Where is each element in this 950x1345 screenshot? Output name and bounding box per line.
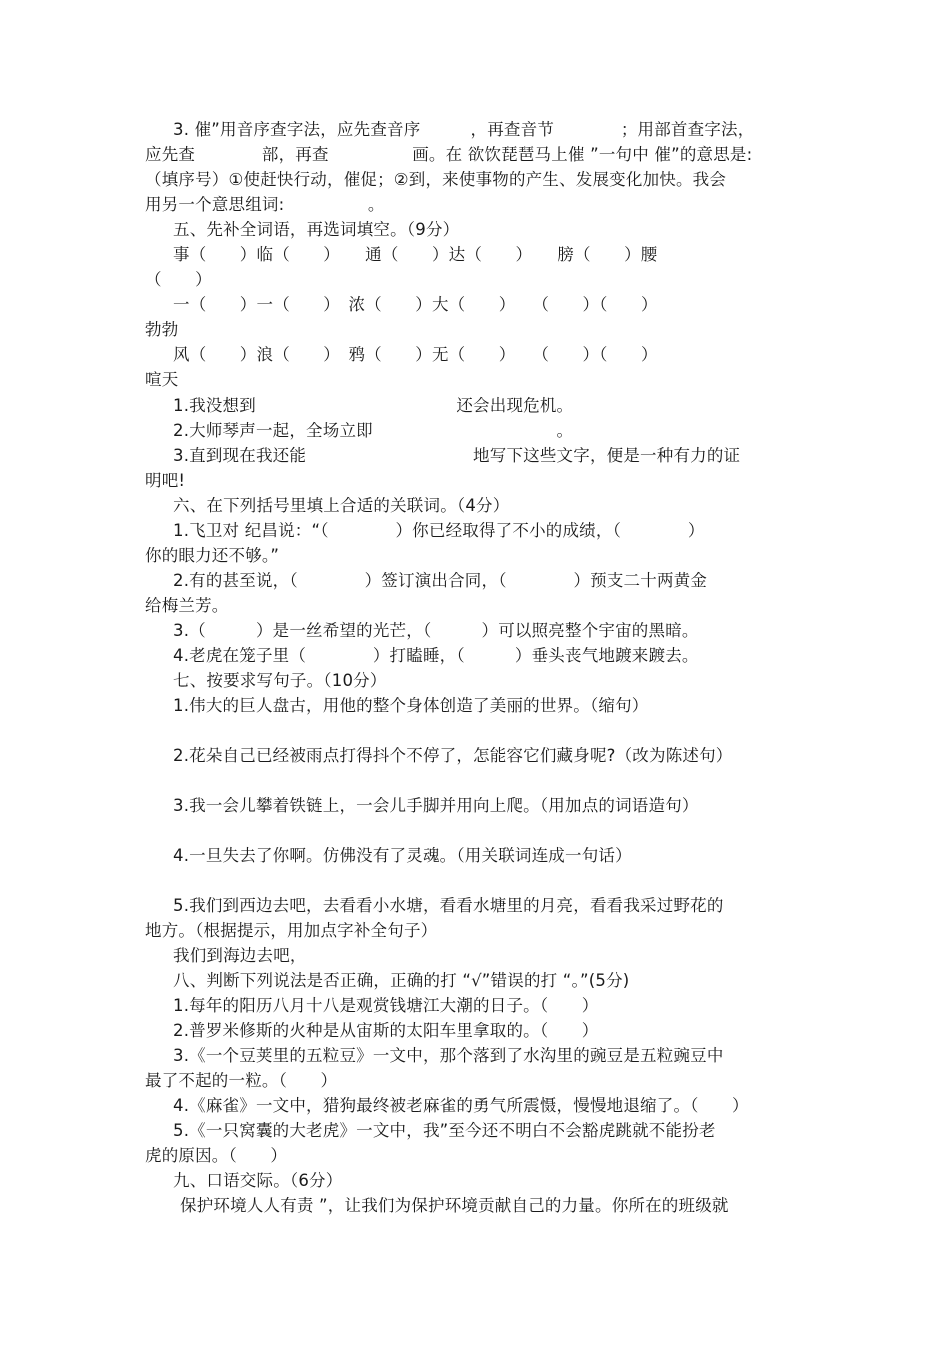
q5-words-row1: 事（ ）临（ ） 通（ ）达（ ） 膀（ ）腰 — [173, 245, 658, 264]
section-8-heading: 八、判断下列说法是否正确，正确的打 “√”错误的打 “。”(5分) — [173, 971, 630, 990]
q6-1-cont: 你的眼力还不够。” — [145, 546, 280, 565]
section-6-heading: 六、在下列括号里填上合适的关联词。（4分） — [173, 496, 510, 515]
section-9-heading: 九、口语交际。（6分） — [173, 1171, 343, 1190]
q6-3: 3.（ ）是一丝希望的光芒，（ ）可以照亮整个宇宙的黑暗。 — [173, 621, 699, 640]
q5-words-row2: 一（ ）一（ ） 浓（ ）大（ ） （ ）（ ） — [173, 295, 658, 314]
q5-sentence-3-cont: 明吧! — [145, 471, 186, 490]
q5-sentence-1: 1.我没想到 还会出现危机。 — [173, 396, 574, 415]
q6-2: 2.有的甚至说，（ ）签订演出合同，（ ）预支二十两黄金 — [173, 571, 708, 590]
q5-words-row3: 风（ ）浪（ ） 鸦（ ）无（ ） （ ）（ ） — [173, 345, 658, 364]
q8-1: 1.每年的阳历八月十八是观赏钱塘江大潮的日子。（ ） — [173, 996, 599, 1015]
q8-4: 4.《麻雀》一文中，猎狗最终被老麻雀的勇气所震慑，慢慢地退缩了。（ ） — [173, 1096, 749, 1115]
q6-4: 4.老虎在笼子里（ ）打瞌睡，（ ）垂头丧气地踱来踱去。 — [173, 646, 699, 665]
q5-words-row2-cont: 勃勃 — [145, 320, 179, 339]
q7-4: 4.一旦失去了你啊。仿佛没有了灵魂。（用关联词连成一句话） — [173, 846, 632, 865]
q4-3-line4: 用另一个意思组词: 。 — [145, 195, 385, 214]
q8-5-cont: 虎的原因。（ ） — [145, 1146, 288, 1165]
q8-5: 5.《一只窝囊的大老虎》一文中，我”至今还不明白不会豁虎跳就不能扮老 — [173, 1121, 716, 1140]
q5-sentence-2: 2.大师琴声一起，全场立即 。 — [173, 421, 574, 440]
q4-3-line2: 应先查 部，再查 画。在 欲饮琵琶马上催 ”一句中 催”的意思是: — [145, 145, 753, 164]
q7-5-prompt: 我们到海边去吧， — [173, 946, 307, 965]
q6-1: 1.飞卫对 纪昌说：“（ ）你已经取得了不小的成绩，（ ） — [173, 521, 705, 540]
q7-1: 1.伟大的巨人盘古，用他的整个身体创造了美丽的世界。（缩句） — [173, 696, 649, 715]
section-5-heading: 五、先补全词语，再选词填空。（9分） — [173, 220, 460, 239]
q4-3-line1: 3. 催”用音序查字法，应先查音序 ，再查音节 ；用部首查字法， — [173, 120, 755, 139]
q7-5: 5.我们到西边去吧，去看看小水塘，看看水塘里的月亮，看看我采过野花的 — [173, 896, 724, 915]
q6-2-cont: 给梅兰芳。 — [145, 596, 229, 615]
q9-intro: 保护环境人人有责 ”，让我们为保护环境贡献自己的力量。你所在的班级就 — [180, 1196, 729, 1215]
q5-words-row3-cont: 喧天 — [145, 370, 179, 389]
q7-5-cont: 地方。（根据提示，用加点字补全句子） — [145, 921, 438, 940]
q4-3-line3: （填序号）①使赶快行动，催促；②到，来使事物的产生、发展变化加快。我会 — [145, 170, 727, 189]
q5-words-row1-cont: （ ） — [145, 270, 212, 289]
q8-2: 2.普罗米修斯的火种是从宙斯的太阳车里拿取的。（ ） — [173, 1021, 599, 1040]
q8-3: 3.《一个豆荚里的五粒豆》一文中，那个落到了水沟里的豌豆是五粒豌豆中 — [173, 1046, 724, 1065]
q5-sentence-3: 3.直到现在我还能 地写下这些文字，便是一种有力的证 — [173, 446, 741, 465]
section-7-heading: 七、按要求写句子。（10分） — [173, 671, 387, 690]
q7-3: 3.我一会儿攀着铁链上，一会儿手脚并用向上爬。（用加点的词语造句） — [173, 796, 699, 815]
q8-3-cont: 最了不起的一粒。（ ） — [145, 1071, 338, 1090]
q7-2: 2.花朵自己已经被雨点打得抖个不停了，怎能容它们藏身呢?（改为陈述句） — [173, 746, 733, 765]
